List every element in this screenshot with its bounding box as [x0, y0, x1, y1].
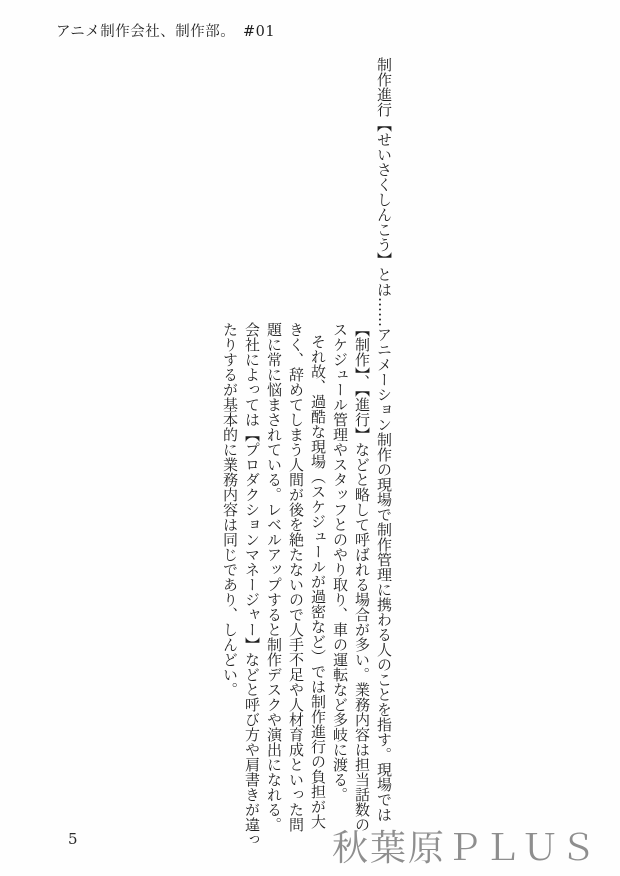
page-header-title: アニメ制作会社、制作部。 #01 [56, 24, 276, 40]
text-line-3: スケジュール管理やスタッフとのやり取り、車の運転など多岐に渡る。 [331, 322, 349, 802]
article-vertical-text [219, 57, 395, 857]
text-line-7: 会社によっては【プロダクションマネージャー】などと呼び方や肩書きが違っ [243, 322, 261, 847]
footer-logo: 秋葉原ＰＬＵＳ [331, 828, 598, 869]
text-line-8: たりするが基本的に業務内容は同じであり、しんどい。 [221, 322, 239, 697]
text-line-1: 制作進行【せいさくしんこう】とは……アニメーション制作の現場で制作管理に携わる人のことを指す。現場では [375, 57, 393, 822]
text-line-4: それ故、過酷な現場（スケジュールが過密など）では制作進行の負担が大 [309, 334, 327, 829]
text-line-2: 【制作】、【進行】などと略して呼ばれる場合が多い。業務内容は担当話数の [353, 322, 371, 832]
text-line-5: きく、辞めてしまう人間が後を絶たないので人手不足や人材育成といった問 [287, 322, 305, 832]
page-number: 5 [68, 830, 78, 848]
text-line-6: 題に常に悩まされている。レベルアップすると制作デスクや演出になれる。 [265, 322, 283, 832]
